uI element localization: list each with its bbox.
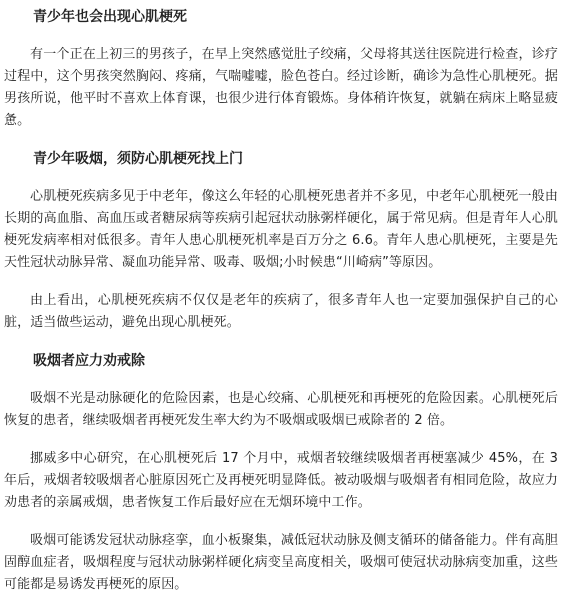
paragraph-case-story: 有一个正在上初三的男孩子，在早上突然感觉肚子绞痛，父母将其送往医院进行检查，诊疗过程中，这个男孩突然胸闷、疼痛，气喘嘘嘘，脸色苍白。经过诊断，确诊为急性心肌梗死。据男孩所说，他平时不喜欢上体育课，也很少进行体育锻炼。身体稍许恢复，就躺在病床上略显疲惫。 [4,47,558,128]
paragraph-norway-study: 挪威多中心研究，在心肌梗死后 17 个月中，戒烟者较继续吸烟者再梗塞减少 45%，在 3 年后，戒烟者较吸烟者心脏原因死亡及再梗死明显降低。被动吸烟与吸烟者有相同危险，故应力劝患者的亲属戒烟，患者恢复工作后最好应在无烟环境中工作。 [4,451,558,510]
paragraph-spasm-mechanism: 吸烟可能诱发冠状动脉痉挛，血小板聚集，减低冠状动脉及侧支循环的储备能力。伴有高胆固醇血症者，吸烟程度与冠状动脉粥样硬化病变呈高度相关，吸烟可使冠状动脉病变加重，这些可能都是易诱发再梗死的原因。 [4,533,558,592]
paragraph-mi-causes: 心肌梗死疾病多见于中老年，像这么年轻的心肌梗死患者并不多见，中老年心肌梗死一般由长期的高血脂、高血压或者糖尿病等疾病引起冠状动脉粥样硬化，属于常见病。但是青年人心肌梗死发病率相对低很多。青年人患心肌梗死机率是百万分之 6.6。青年人患心肌梗死，主要是先天性冠状动脉异常、凝血功能异常、吸毒、吸烟;小时候患“川崎病”等原因。 [4,189,558,270]
paragraph-mi-prevention: 由上看出，心肌梗死疾病不仅仅是老年的疾病了，很多青年人也一定要加强保护自己的心脏，适当做些运动，避免出现心肌梗死。 [4,293,558,330]
section-heading-teen-smoking: 青少年吸烟，须防心肌梗死找上门 [33,151,243,167]
paragraph-smoking-risk: 吸烟不光是动脉硬化的危险因素，也是心绞痛、心肌梗死和再梗死的危险因素。心肌梗死后恢复的患者，继续吸烟者再梗死发生率大约为不吸烟或吸烟已戒除者的 2 倍。 [4,391,558,428]
section-heading-quit-smoking: 吸烟者应力劝戒除 [33,353,145,369]
section-heading-teen-mi: 青少年也会出现心肌梗死 [33,9,187,25]
